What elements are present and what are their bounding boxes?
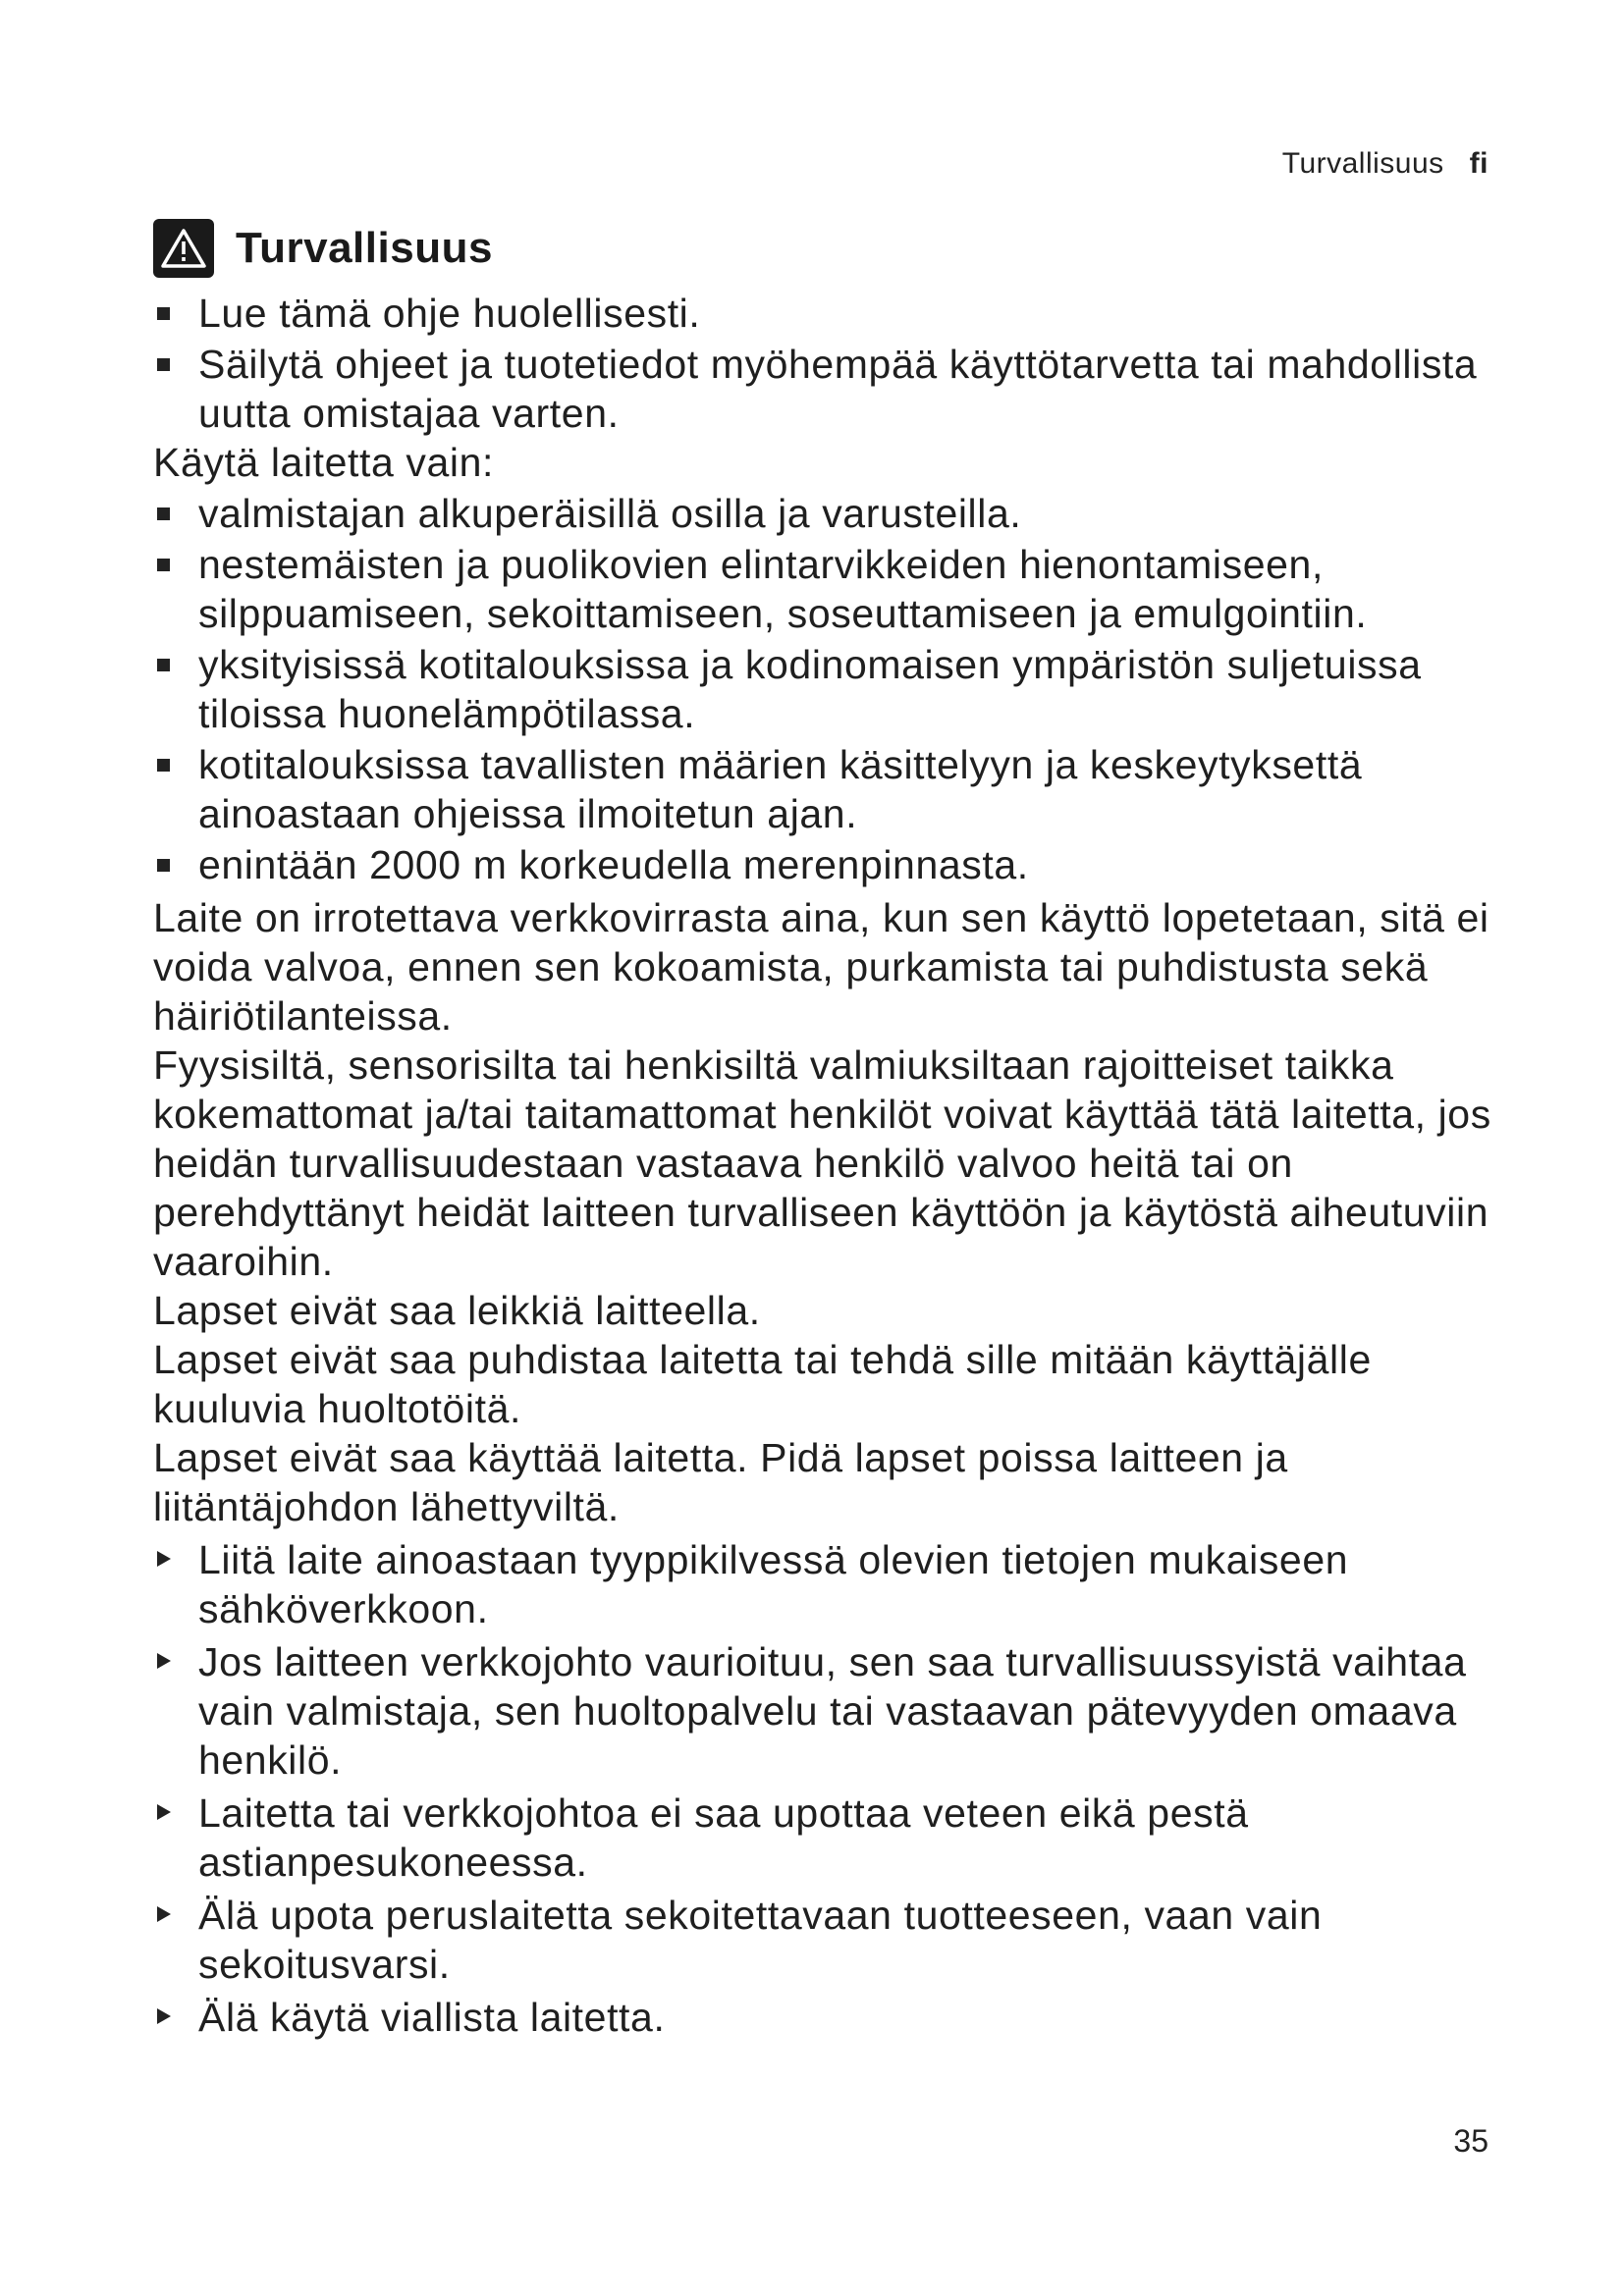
square-bullet-icon [157,507,170,520]
list-item-text: enintään 2000 m korkeudella merenpinnasta. [198,842,1029,887]
triangle-bullet-icon [157,1804,171,1820]
list-item [153,489,1508,538]
triangle-bullet-icon [157,1906,171,1922]
paragraph: Laite on irrotettava verkkovirrasta aina, kun sen käyttö lopetetaan, sitä ei voida valvoa, ennen sen kokoamista, purkamista tai puhdistusta sekä häiriötilanteissa. [153,895,1489,1039]
running-header [1282,147,1489,181]
square-bullet-icon [157,759,170,772]
list-item [153,640,1508,738]
instruction-text: Älä upota peruslaitetta sekoitettavaan tuotteeseen, vaan vain sekoitusvarsi. [198,1893,1323,1987]
triangle-bullet-icon [157,2008,171,2024]
paragraph: Lapset eivät saa leikkiä laitteella. [153,1288,761,1333]
list-item [153,540,1508,638]
list-item-text: yksityisissä kotitalouksissa ja kodinomaisen ympäristön suljetuissa tiloissa huonelämpötilassa. [198,642,1422,736]
list-item-text: valmistajan alkuperäisillä osilla ja varusteilla. [198,491,1022,536]
instruction-item [153,1891,1508,1989]
list-item [153,289,1508,338]
triangle-bullet-icon [157,1653,171,1669]
instruction-item [153,1789,1508,1887]
intro-list [153,289,1508,438]
warning-icon [153,219,214,278]
header-section: Turvallisuus [1281,147,1444,180]
triangle-bullet-icon [157,1551,171,1567]
header-language: fi [1469,147,1489,180]
list-item [153,340,1508,438]
list-item-text: nestemäisten ja puolikovien elintarvikkeiden hienontamiseen, silppuamiseen, sekoittamiseen, soseuttamiseen ja emulgointiin. [198,542,1368,636]
square-bullet-icon [157,307,170,320]
instruction-list [153,1535,1508,2042]
instruction-item [153,1535,1508,1633]
square-bullet-icon [157,659,170,671]
use-intro: Käytä laitetta vain: [153,440,495,485]
section-heading [153,214,1508,283]
use-list [153,489,1508,889]
instruction-item [153,1637,1508,1785]
list-item-text: kotitalouksissa tavallisten määrien käsittelyyn ja keskeytyksettä ainoastaan ohjeissa ilmoitetun ajan. [198,742,1363,836]
paragraph: Lapset eivät saa puhdistaa laitetta tai tehdä sille mitään käyttäjälle kuuluvia huoltotöitä. [153,1337,1372,1431]
square-bullet-icon [157,859,170,872]
list-item [153,740,1508,838]
list-item-text: Lue tämä ohje huolellisesti. [198,291,701,336]
page-number: 35 [1453,2123,1489,2159]
list-item [153,840,1508,889]
instruction-text: Jos laitteen verkkojohto vaurioituu, sen saa turvallisuussyistä vaihtaa vain valmistaja, sen huoltopalvelu tai vastaavan pätevyyden omaava henkilö. [198,1639,1467,1783]
paragraph: Fyysisiltä, sensorisilta tai henkisiltä valmiuksiltaan rajoitteiset taikka kokemattomat ja/tai taitamattomat henkilöt voivat käyttää tätä laitetta, jos heidän turvallisuudestaan vastaava henkilö valvoo heitä tai on perehdyttänyt heidät laitteen turvalliseen käyttöön ja käytöstä aiheutuviin vaaroihin. [153,1042,1491,1284]
instruction-text: Liitä laite ainoastaan tyyppikilvessä olevien tietojen mukaiseen sähköverkkoon. [198,1537,1349,1631]
instruction-text: Älä käytä viallista laitetta. [198,1995,666,2040]
square-bullet-icon [157,559,170,571]
main-content [153,214,1508,2042]
square-bullet-icon [157,358,170,371]
page-title: Turvallisuus [236,224,493,272]
list-item-text: Säilytä ohjeet ja tuotetiedot myöhempää käyttötarvetta tai mahdollista uutta omistajaa varten. [198,342,1478,436]
instruction-text: Laitetta tai verkkojohtoa ei saa upottaa veteen eikä pestä astianpesukoneessa. [198,1790,1249,1885]
instruction-item [153,1993,1508,2042]
paragraph: Lapset eivät saa käyttää laitetta. Pidä lapset poissa laitteen ja liitäntäjohdon lähettyviltä. [153,1435,1288,1529]
